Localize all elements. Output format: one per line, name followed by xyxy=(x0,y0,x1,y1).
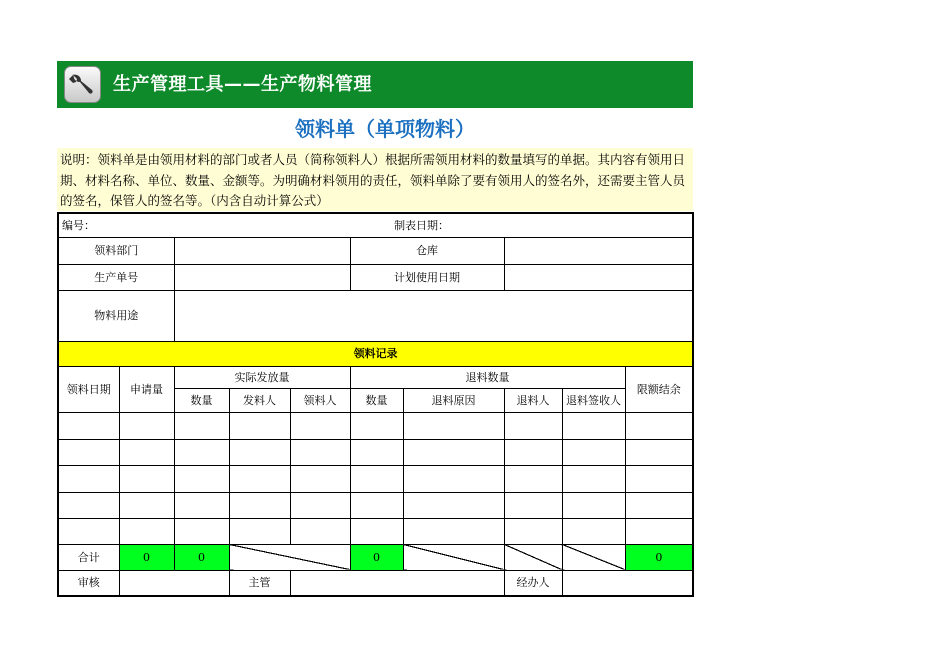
cell[interactable] xyxy=(290,465,350,492)
cell[interactable] xyxy=(504,439,562,465)
cell[interactable] xyxy=(290,412,350,439)
sub-return-qty: 数量 xyxy=(350,388,403,412)
table-row xyxy=(58,439,693,465)
cell[interactable] xyxy=(119,439,174,465)
cell[interactable] xyxy=(403,492,504,518)
purpose-label: 物料用途 xyxy=(58,290,174,341)
handler-label: 经办人 xyxy=(504,570,562,596)
cell[interactable] xyxy=(119,518,174,544)
cell[interactable] xyxy=(58,518,119,544)
warehouse-input[interactable] xyxy=(504,237,693,264)
cell[interactable] xyxy=(119,412,174,439)
dept-input[interactable] xyxy=(174,237,350,264)
cell[interactable] xyxy=(174,492,229,518)
cell[interactable] xyxy=(403,518,504,544)
total-request: 0 xyxy=(119,544,174,570)
cell[interactable] xyxy=(119,465,174,492)
cell[interactable] xyxy=(625,465,693,492)
header-title: 生产管理工具——生产物料管理 xyxy=(113,74,372,95)
warehouse-label: 仓库 xyxy=(350,237,504,264)
cell[interactable] xyxy=(350,465,403,492)
cell[interactable] xyxy=(350,412,403,439)
cell[interactable] xyxy=(58,439,119,465)
plan-date-label: 计划使用日期 xyxy=(350,264,504,290)
cell[interactable] xyxy=(58,465,119,492)
table-row xyxy=(58,465,693,492)
cell[interactable] xyxy=(625,518,693,544)
table-row xyxy=(58,518,693,544)
sub-receiver: 领料人 xyxy=(290,388,350,412)
cell[interactable] xyxy=(350,492,403,518)
tool-button[interactable] xyxy=(64,66,101,103)
purpose-input[interactable] xyxy=(174,290,693,341)
cell[interactable] xyxy=(562,412,625,439)
cell[interactable] xyxy=(562,465,625,492)
total-limit: 0 xyxy=(625,544,693,570)
description: 说明：领料单是由领用材料的部门或者人员（简称领料人）根据所需领用材料的数量填写的单据。其内容有领用日期、材料名称、单位、数量、金额等。为明确材料领用的责任，领料单除了要有领用人的签名外，还需要主管人员的签名，保管人的签名等。（内含自动计算公式） xyxy=(57,148,693,211)
cell[interactable] xyxy=(229,492,290,518)
cell[interactable] xyxy=(290,439,350,465)
col-date: 领料日期 xyxy=(58,366,119,412)
cell[interactable] xyxy=(119,492,174,518)
group-return: 退料数量 xyxy=(350,366,625,388)
dept-label: 领料部门 xyxy=(58,237,174,264)
cell[interactable] xyxy=(229,518,290,544)
sub-reason: 退料原因 xyxy=(403,388,504,412)
cell[interactable] xyxy=(562,492,625,518)
total-return-qty: 0 xyxy=(350,544,403,570)
header-banner xyxy=(57,61,693,108)
form-title: 领料单（单项物料） xyxy=(295,117,475,141)
cell[interactable] xyxy=(350,518,403,544)
number-label: 编号： xyxy=(62,218,95,232)
cell[interactable] xyxy=(625,439,693,465)
totals-label: 合计 xyxy=(58,544,119,570)
handler-input[interactable] xyxy=(562,570,693,596)
diagonal-cell xyxy=(504,544,562,570)
group-actual: 实际发放量 xyxy=(174,366,350,388)
cell[interactable] xyxy=(174,439,229,465)
cell[interactable] xyxy=(58,492,119,518)
cell[interactable] xyxy=(625,412,693,439)
cell[interactable] xyxy=(403,465,504,492)
col-limit: 限额结余 xyxy=(625,366,693,412)
cell[interactable] xyxy=(504,465,562,492)
cell[interactable] xyxy=(504,492,562,518)
number-date-row xyxy=(58,213,693,237)
wrench-icon xyxy=(69,71,96,98)
review-input[interactable] xyxy=(119,570,229,596)
cell[interactable] xyxy=(290,518,350,544)
cell[interactable] xyxy=(290,492,350,518)
sub-return-signer: 退料签收人 xyxy=(562,388,625,412)
diagonal-cell xyxy=(403,544,504,570)
diagonal-cell xyxy=(562,544,625,570)
total-actual-qty: 0 xyxy=(174,544,229,570)
cell[interactable] xyxy=(403,412,504,439)
cell[interactable] xyxy=(504,518,562,544)
cell[interactable] xyxy=(174,465,229,492)
col-request: 申请量 xyxy=(119,366,174,412)
table-row xyxy=(58,492,693,518)
cell[interactable] xyxy=(229,465,290,492)
requisition-table xyxy=(57,212,694,597)
cell[interactable] xyxy=(58,412,119,439)
sub-returner: 退料人 xyxy=(504,388,562,412)
order-label: 生产单号 xyxy=(58,264,174,290)
supervisor-label: 主管 xyxy=(229,570,290,596)
cell[interactable] xyxy=(403,439,504,465)
diagonal-cell xyxy=(229,544,350,570)
cell[interactable] xyxy=(504,412,562,439)
record-title: 领料记录 xyxy=(58,341,693,366)
cell[interactable] xyxy=(562,439,625,465)
supervisor-input[interactable] xyxy=(290,570,504,596)
table-row xyxy=(58,412,693,439)
sub-issuer: 发料人 xyxy=(229,388,290,412)
cell[interactable] xyxy=(350,439,403,465)
sub-qty: 数量 xyxy=(174,388,229,412)
plan-date-input[interactable] xyxy=(504,264,693,290)
cell[interactable] xyxy=(229,412,290,439)
cell[interactable] xyxy=(174,412,229,439)
cell[interactable] xyxy=(174,518,229,544)
cell[interactable] xyxy=(625,492,693,518)
signature-row xyxy=(58,570,693,596)
order-input[interactable] xyxy=(174,264,350,290)
date-label: 制表日期： xyxy=(394,218,450,232)
review-label: 审核 xyxy=(58,570,119,596)
cell[interactable] xyxy=(562,518,625,544)
totals-row xyxy=(58,544,693,570)
cell[interactable] xyxy=(229,439,290,465)
